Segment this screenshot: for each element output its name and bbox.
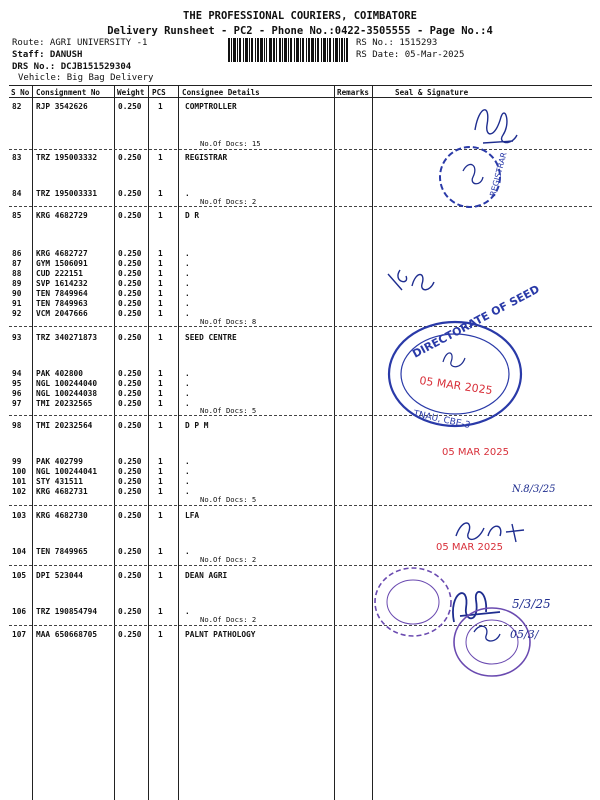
- row-consignee: .: [185, 457, 190, 466]
- row-sno: 97: [12, 399, 22, 408]
- row-weight: 0.250: [118, 511, 142, 520]
- row-consignment-no: SVP 1614232: [36, 279, 88, 288]
- row-consignee: .: [185, 189, 190, 198]
- vehicle-label: Vehicle: Big Bag Delivery: [18, 73, 154, 83]
- rs-number: RS No.: 1515293: [356, 38, 438, 48]
- row-weight: 0.250: [118, 211, 142, 220]
- row-consignment-no: NGL 100244040: [36, 379, 98, 388]
- row-pcs: 1: [158, 189, 163, 198]
- row-sno: 106: [12, 607, 27, 616]
- row-sno: 107: [12, 630, 27, 639]
- row-pcs: 1: [158, 399, 163, 408]
- row-pcs: 1: [158, 269, 163, 278]
- col-header-sno: S No: [11, 88, 30, 97]
- row-consignee: .: [185, 269, 190, 278]
- row-sno: 103: [12, 511, 27, 520]
- row-consignment-no: TEN 7849965: [36, 547, 88, 556]
- row-consignee: .: [185, 299, 190, 308]
- row-consignee: .: [185, 249, 190, 258]
- row-consignment-no: TMI 20232564: [36, 421, 93, 430]
- row-pcs: 1: [158, 630, 163, 639]
- row-sno: 91: [12, 299, 22, 308]
- row-consignee: COMPTROLLER: [185, 102, 237, 111]
- row-weight: 0.250: [118, 421, 142, 430]
- col-divider: [148, 86, 149, 800]
- row-sno: 89: [12, 279, 22, 288]
- row-sno: 100: [12, 467, 27, 476]
- runsheet-subtitle: Delivery Runsheet - PC2 - Phone No.:0422-3505555 - Page No.:4: [107, 25, 493, 37]
- row-pcs: 1: [158, 457, 163, 466]
- row-consignment-no: TEN 7849964: [36, 289, 88, 298]
- row-weight: 0.250: [118, 389, 142, 398]
- directorate-seal-date: 05 MAR 2025: [418, 374, 494, 398]
- row-sno: 93: [12, 333, 22, 342]
- row-consignment-no: PAK 402799: [36, 457, 83, 466]
- row-pcs: 1: [158, 153, 163, 162]
- row-weight: 0.250: [118, 487, 142, 496]
- staff-label: Staff: DANUSH: [12, 50, 83, 60]
- row-weight: 0.250: [118, 630, 142, 639]
- row-weight: 0.250: [118, 259, 142, 268]
- row-consignee: PALNT PATHOLOGY: [185, 630, 256, 639]
- row-sno: 105: [12, 571, 27, 580]
- row-pcs: 1: [158, 369, 163, 378]
- rs-date: RS Date: 05-Mar-2025: [356, 50, 465, 60]
- doc-count: No.Of Docs: 15: [200, 139, 261, 148]
- drs-number: DRS No.: DCJB151529304: [12, 62, 132, 72]
- row-consignee: .: [185, 487, 190, 496]
- row-weight: 0.250: [118, 289, 142, 298]
- row-consignee: .: [185, 547, 190, 556]
- row-sno: 96: [12, 389, 22, 398]
- row-sno: 104: [12, 547, 27, 556]
- row-sno: 94: [12, 369, 22, 378]
- row-consignee: .: [185, 477, 190, 486]
- row-pcs: 1: [158, 547, 163, 556]
- doc-count: No.Of Docs: 5: [200, 406, 257, 415]
- lfa-date-stamp: 05 MAR 2025: [436, 542, 503, 553]
- row-pcs: 1: [158, 421, 163, 430]
- table-top-rule: [9, 85, 592, 86]
- row-pcs: 1: [158, 249, 163, 258]
- row-consignee: .: [185, 607, 190, 616]
- row-consignment-no: PAK 402800: [36, 369, 83, 378]
- row-weight: 0.250: [118, 547, 142, 556]
- dpm-date-stamp: 05 MAR 2025: [442, 447, 509, 458]
- row-weight: 0.250: [118, 333, 142, 342]
- row-consignee: SEED CENTRE: [185, 333, 237, 342]
- row-pcs: 1: [158, 333, 163, 342]
- row-sno: 95: [12, 379, 22, 388]
- row-consignee: .: [185, 379, 190, 388]
- row-sno: 85: [12, 211, 22, 220]
- doc-count: No.Of Docs: 5: [200, 495, 257, 504]
- row-consignee: REGISTRAR: [185, 153, 228, 162]
- route-label: Route: AGRI UNIVERSITY -1: [12, 38, 148, 48]
- row-weight: 0.250: [118, 189, 142, 198]
- row-consignment-no: CUD 222151: [36, 269, 83, 278]
- row-consignment-no: TRZ 195003331: [36, 189, 98, 198]
- row-pcs: 1: [158, 467, 163, 476]
- row-pcs: 1: [158, 607, 163, 616]
- pathology-stamp: [450, 602, 540, 682]
- row-consignment-no: KRG 4682727: [36, 249, 88, 258]
- registrar-stamp-text: REGISTRAR: [488, 151, 509, 198]
- row-pcs: 1: [158, 289, 163, 298]
- row-sno: 83: [12, 153, 22, 162]
- row-consignee: .: [185, 369, 190, 378]
- row-pcs: 1: [158, 211, 163, 220]
- row-weight: 0.250: [118, 457, 142, 466]
- row-consignee: .: [185, 279, 190, 288]
- row-pcs: 1: [158, 477, 163, 486]
- row-sno: 99: [12, 457, 22, 466]
- row-sno: 88: [12, 269, 22, 278]
- col-header-pcs: PCS: [152, 88, 166, 97]
- row-sno: 87: [12, 259, 22, 268]
- row-pcs: 1: [158, 309, 163, 318]
- row-consignment-no: STY 431511: [36, 477, 83, 486]
- row-consignee: .: [185, 289, 190, 298]
- col-header-remarks: Remarks: [337, 88, 370, 97]
- row-sno: 98: [12, 421, 22, 430]
- row-consignee: .: [185, 309, 190, 318]
- row-consignment-no: RJP 3542626: [36, 102, 88, 111]
- row-consignee: .: [185, 259, 190, 268]
- row-pcs: 1: [158, 379, 163, 388]
- col-divider: [372, 86, 373, 800]
- row-consignment-no: TMI 20232565: [36, 399, 93, 408]
- row-weight: 0.250: [118, 399, 142, 408]
- row-pcs: 1: [158, 571, 163, 580]
- row-sno: 84: [12, 189, 22, 198]
- row-consignee: .: [185, 467, 190, 476]
- barcode: [228, 38, 348, 62]
- doc-count: No.Of Docs: 2: [200, 615, 257, 624]
- doc-count: No.Of Docs: 8: [200, 317, 257, 326]
- row-consignment-no: GYM 1506091: [36, 259, 88, 268]
- col-divider: [114, 86, 115, 800]
- signature-dr: [382, 262, 442, 302]
- pathology-handwritten-date: 05/3/: [510, 628, 539, 641]
- registrar-stamp: [435, 135, 509, 215]
- row-pcs: 1: [158, 299, 163, 308]
- row-weight: 0.250: [118, 467, 142, 476]
- row-consignment-no: MAA 650668705: [36, 630, 98, 639]
- row-weight: 0.250: [118, 299, 142, 308]
- col-divider: [334, 86, 335, 800]
- col-header-consignment: Consignment No: [36, 88, 101, 97]
- col-divider: [178, 86, 179, 800]
- row-weight: 0.250: [118, 369, 142, 378]
- row-weight: 0.250: [118, 102, 142, 111]
- row-consignment-no: KRG 4682729: [36, 211, 88, 220]
- row-weight: 0.250: [118, 309, 142, 318]
- row-weight: 0.250: [118, 477, 142, 486]
- dean-agri-date: 5/3/25: [512, 597, 551, 611]
- row-pcs: 1: [158, 487, 163, 496]
- row-weight: 0.250: [118, 379, 142, 388]
- row-consignment-no: NGL 100244038: [36, 389, 98, 398]
- company-title: THE PROFESSIONAL COURIERS, COIMBATORE: [183, 10, 417, 22]
- row-sno: 86: [12, 249, 22, 258]
- row-weight: 0.250: [118, 607, 142, 616]
- row-pcs: 1: [158, 511, 163, 520]
- row-consignment-no: TRZ 195003332: [36, 153, 98, 162]
- row-sno: 102: [12, 487, 27, 496]
- directorate-seal: [385, 282, 542, 431]
- row-sno: 101: [12, 477, 27, 486]
- directorate-seal-place: TNAU, CBE-3: [412, 409, 472, 431]
- row-weight: 0.250: [118, 279, 142, 288]
- row-consignment-no: KRG 4682731: [36, 487, 88, 496]
- row-consignment-no: TRZ 340271873: [36, 333, 98, 342]
- row-weight: 0.250: [118, 269, 142, 278]
- doc-count: No.Of Docs: 2: [200, 197, 257, 206]
- row-consignment-no: NGL 100244041: [36, 467, 98, 476]
- row-weight: 0.250: [118, 571, 142, 580]
- row-consignee: D R: [185, 211, 200, 220]
- row-pcs: 1: [158, 259, 163, 268]
- col-header-seal-signature: Seal & Signature: [395, 88, 469, 97]
- row-consignee: .: [185, 399, 190, 408]
- dpm-handwritten-note: N.8/3/25: [512, 484, 556, 495]
- row-sno: 90: [12, 289, 22, 298]
- col-header-weight: Weight: [117, 88, 145, 97]
- row-consignment-no: TEN 7849963: [36, 299, 88, 308]
- row-sno: 92: [12, 309, 22, 318]
- col-divider: [32, 86, 33, 800]
- row-consignment-no: TRZ 190854794: [36, 607, 98, 616]
- row-pcs: 1: [158, 279, 163, 288]
- row-consignee: DEAN AGRI: [185, 571, 228, 580]
- row-consignment-no: VCM 2047666: [36, 309, 88, 318]
- row-weight: 0.250: [118, 153, 142, 162]
- group-rule: [9, 565, 592, 566]
- row-pcs: 1: [158, 389, 163, 398]
- row-consignee: D P M: [185, 421, 209, 430]
- row-consignee: LFA: [185, 511, 200, 520]
- row-sno: 82: [12, 102, 22, 111]
- row-weight: 0.250: [118, 249, 142, 258]
- row-consignment-no: DPI 523044: [36, 571, 83, 580]
- row-pcs: 1: [158, 102, 163, 111]
- row-consignee: .: [185, 389, 190, 398]
- doc-count: No.Of Docs: 2: [200, 555, 257, 564]
- col-header-consignee: Consignee Details: [182, 88, 260, 97]
- row-consignment-no: KRG 4682730: [36, 511, 88, 520]
- directorate-seal-text: DIRECTORATE OF SEED: [410, 282, 542, 361]
- group-rule: [9, 505, 592, 506]
